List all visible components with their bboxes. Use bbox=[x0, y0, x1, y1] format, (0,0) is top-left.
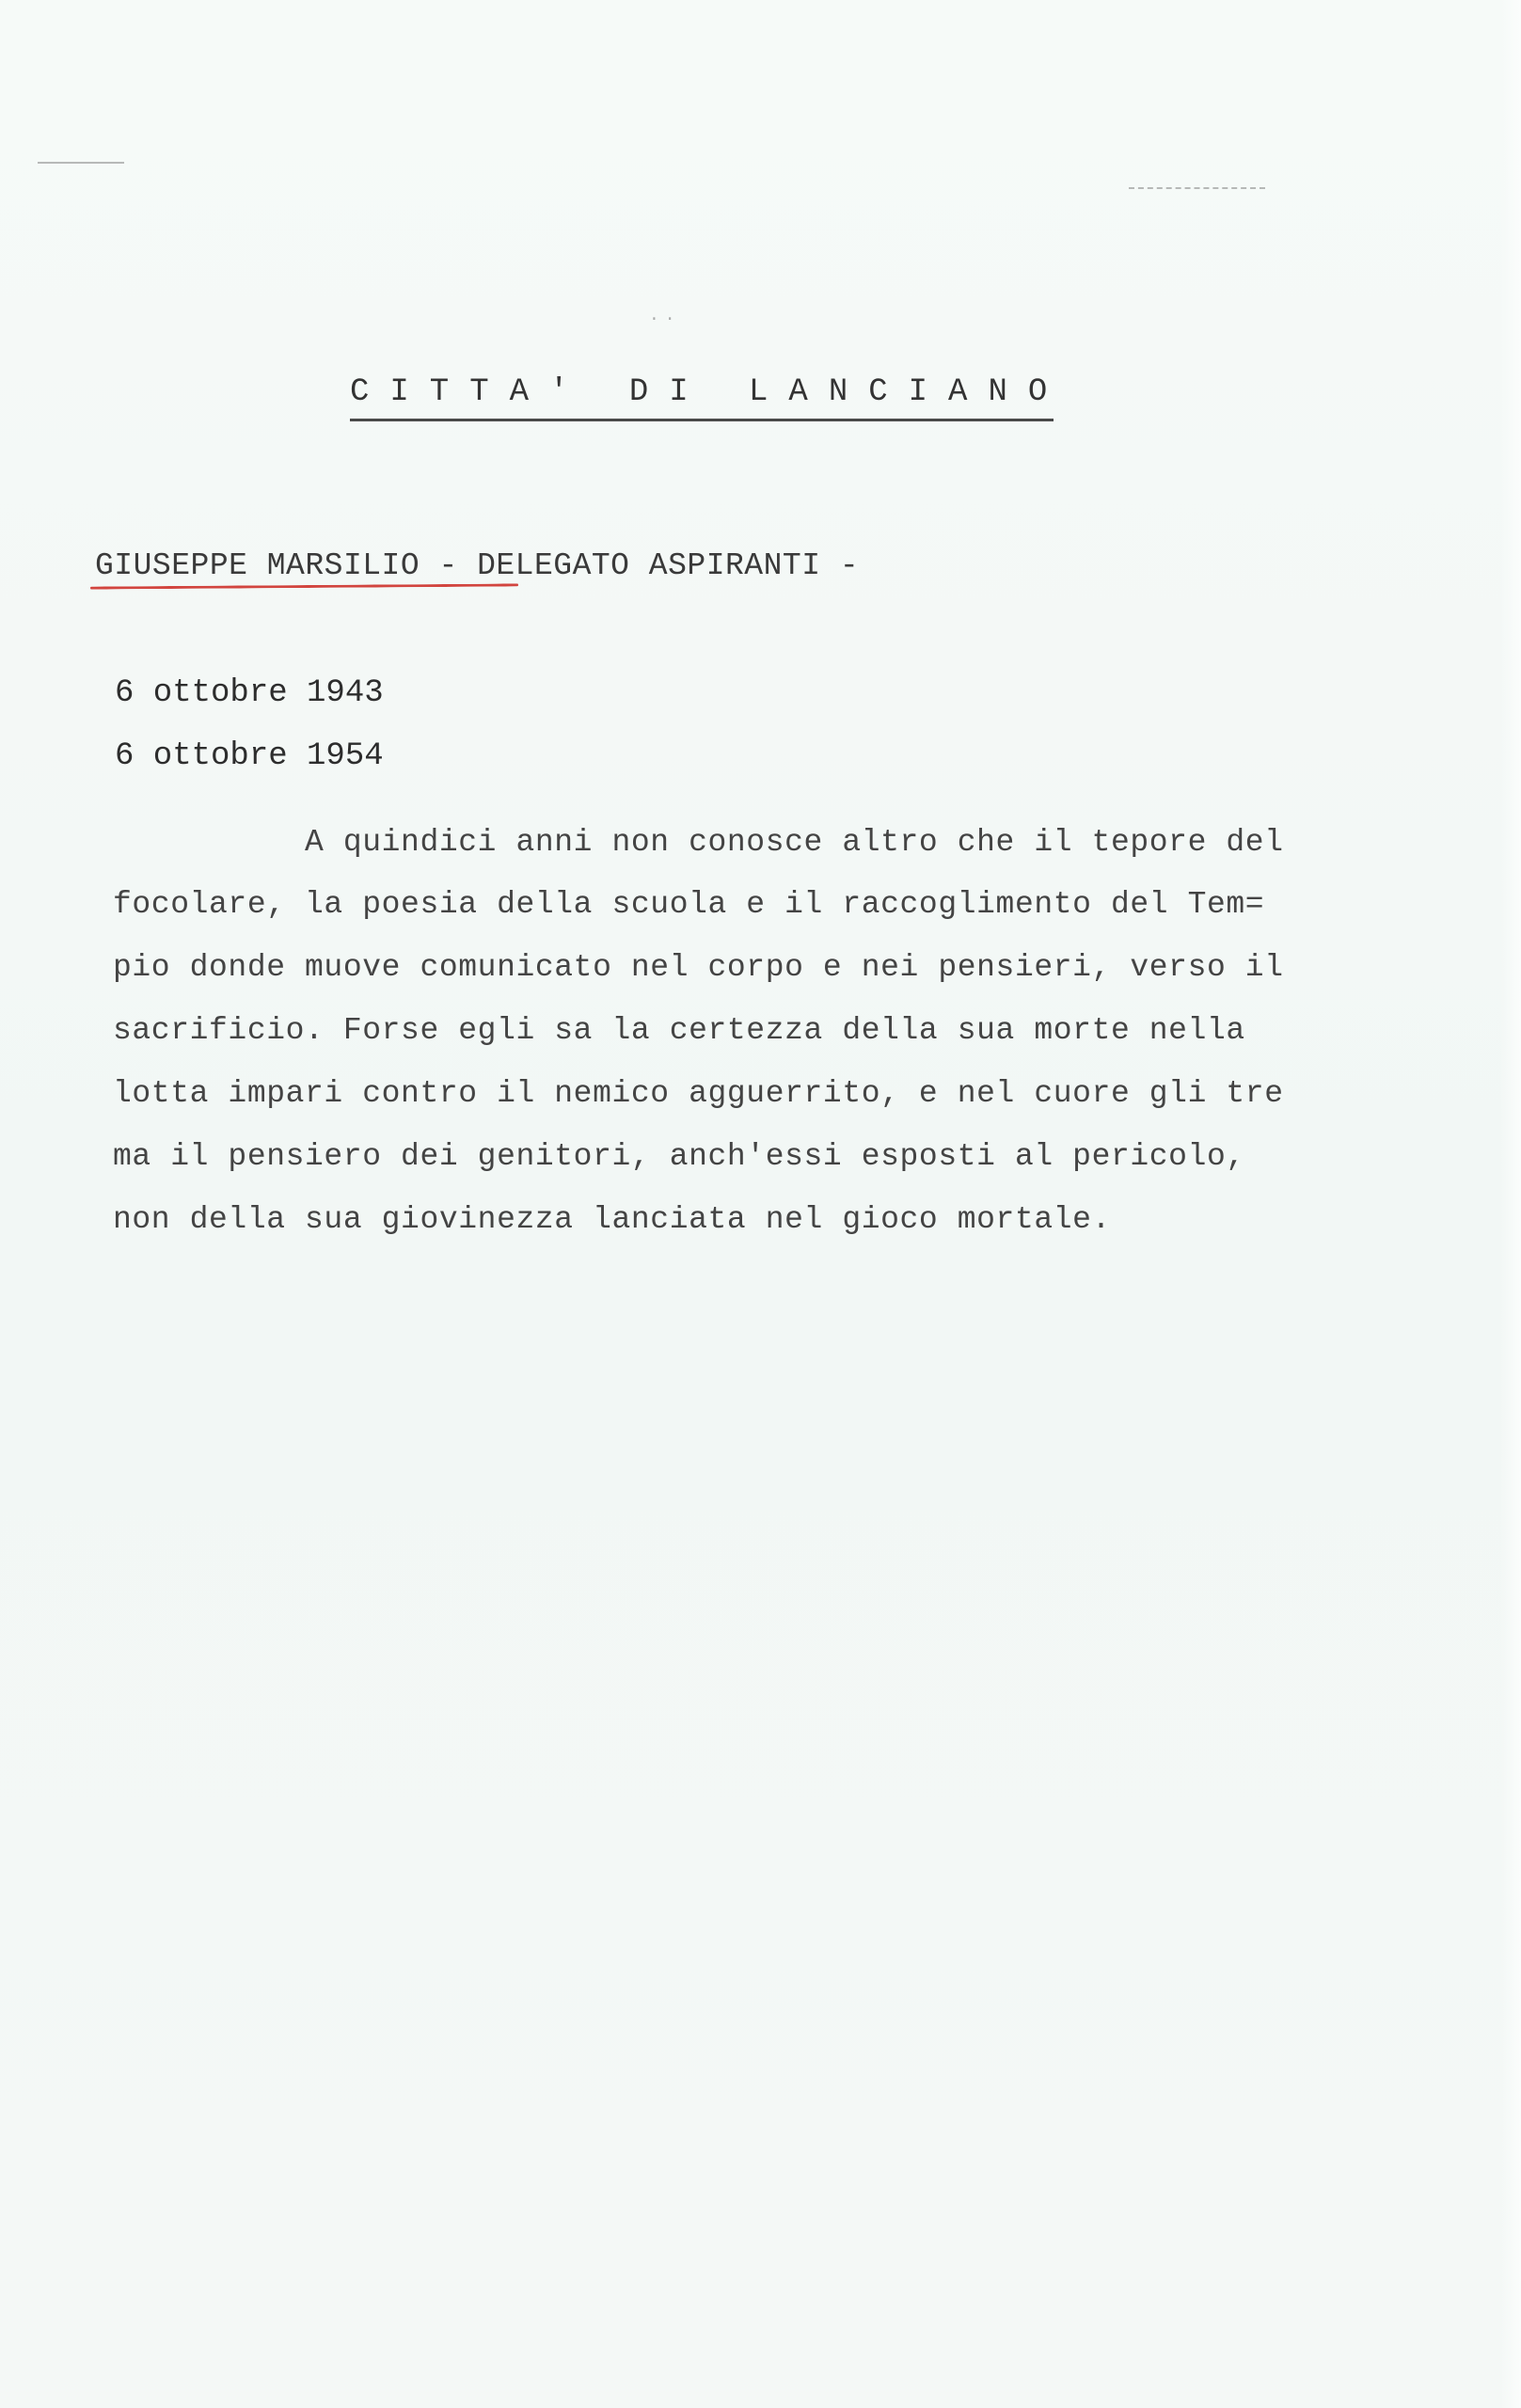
paragraph-line: A quindici anni non conosce altro che il tepore del bbox=[113, 825, 1284, 860]
paragraph-line: ma il pensiero dei genitori, anch'essi esposti al pericolo, bbox=[113, 1139, 1245, 1174]
paragraph-line: sacrificio. Forse egli sa la certezza della sua morte nella bbox=[113, 1013, 1245, 1048]
paragraph-line: lotta impari contro il nemico agguerrito, e nel cuore gli tre bbox=[113, 1076, 1284, 1111]
document-subheading: GIUSEPPE MARSILIO - DELEGATO ASPIRANTI - bbox=[95, 548, 860, 583]
margin-mark-top-right bbox=[1129, 187, 1265, 189]
document-heading: CITTA' DI LANCIANO bbox=[350, 374, 1069, 410]
date-line: 6 ottobre 1943 bbox=[115, 675, 384, 711]
red-pencil-underline bbox=[90, 583, 518, 589]
scan-edge bbox=[1500, 0, 1521, 2408]
paragraph-line: non della sua giovinezza lanciata nel gioco mortale. bbox=[113, 1202, 1111, 1237]
stray-dots: .. bbox=[649, 307, 681, 325]
date-line: 6 ottobre 1954 bbox=[115, 738, 384, 774]
margin-mark-top-left bbox=[38, 162, 124, 164]
heading-underline bbox=[350, 419, 1054, 421]
paragraph-line: pio donde muove comunicato nel corpo e nei pensieri, verso il bbox=[113, 950, 1284, 985]
paragraph-line: focolare, la poesia della scuola e il raccoglimento del Tem= bbox=[113, 887, 1265, 922]
